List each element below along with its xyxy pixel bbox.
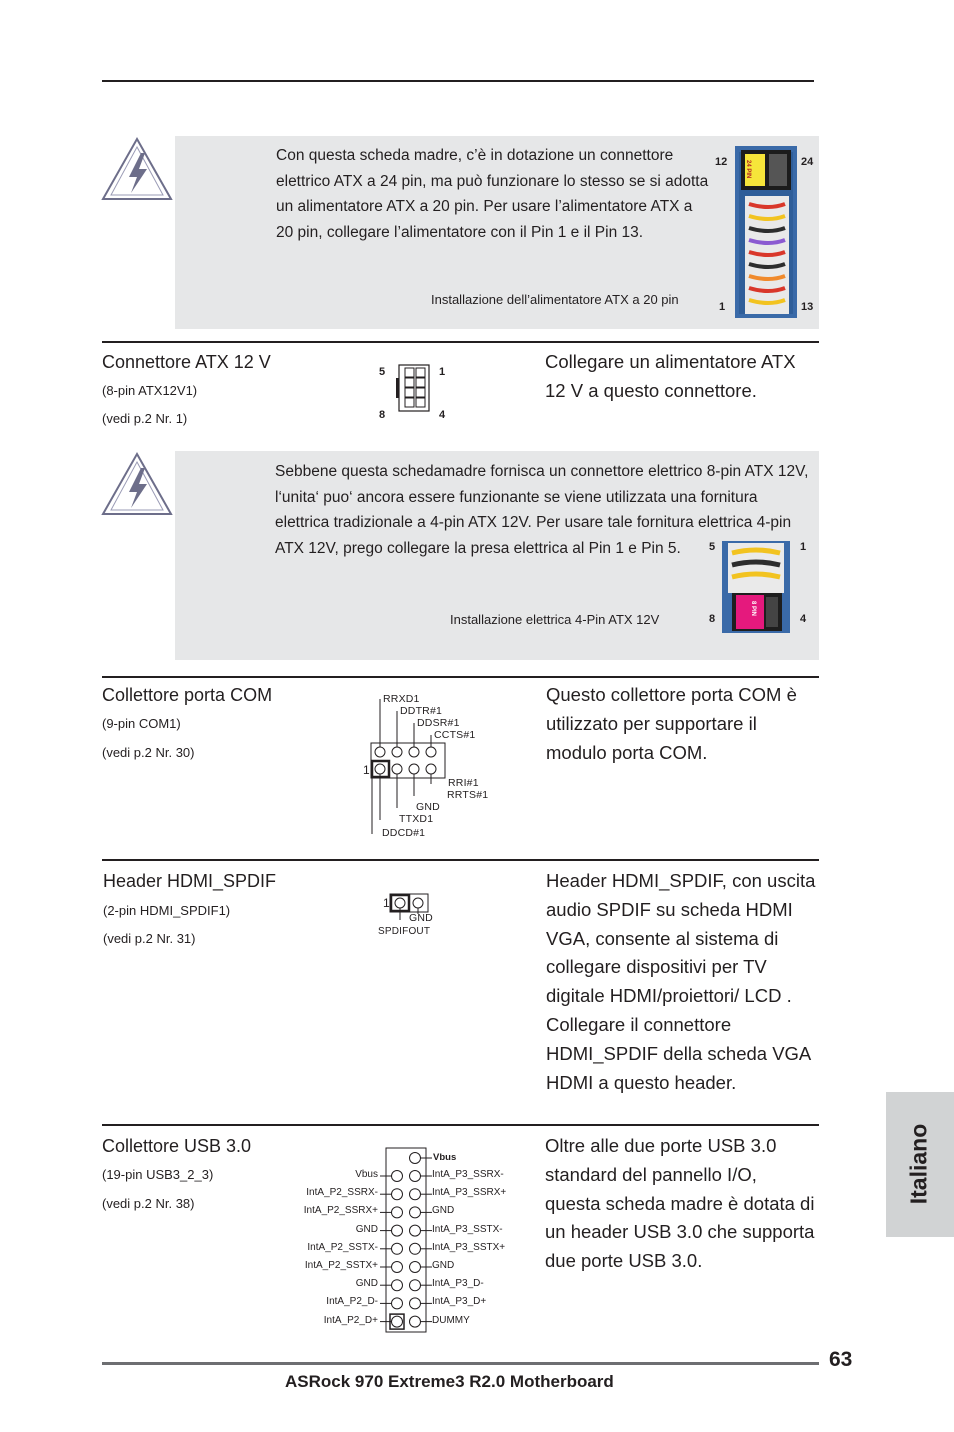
warning-icon-2 bbox=[101, 450, 173, 518]
language-side-tab-label: Italiano bbox=[905, 1123, 932, 1205]
usb3-label-right: IntA_P3_D+ bbox=[432, 1296, 487, 1308]
atx-pin-12: 12 bbox=[715, 156, 728, 168]
usb3-label-left: GND bbox=[355, 1278, 378, 1290]
usb3-pin-left bbox=[392, 1298, 403, 1309]
atx12v-note-caption: Installazione elettrica 4-Pin ATX 12V bbox=[450, 612, 660, 627]
usb3-label-top-vbus: Vbus bbox=[433, 1152, 457, 1163]
com-pin-1: 1 bbox=[363, 763, 370, 777]
atx12v-pin-5: 5 bbox=[379, 366, 386, 378]
usb3-label-right: IntA_P3_SSRX+ bbox=[432, 1187, 507, 1199]
usb3-label-right: DUMMY bbox=[432, 1314, 470, 1326]
hdmi-pin-1: 1 bbox=[383, 896, 390, 910]
usb3-pin-right bbox=[410, 1280, 421, 1291]
usb3-title: Collettore USB 3.0 bbox=[102, 1136, 252, 1156]
usb3-pin-left bbox=[392, 1262, 403, 1273]
atx12v-note-pin-5: 5 bbox=[709, 541, 716, 553]
usb3-pin-right bbox=[410, 1298, 421, 1309]
com-label-rri1: RRI#1 bbox=[448, 777, 479, 789]
com-label-rrts1: RRTS#1 bbox=[447, 789, 489, 801]
usb3-pin-right bbox=[410, 1207, 421, 1218]
usb3-label-left: IntA_P2_SSRX- bbox=[306, 1187, 378, 1199]
atx12v-desc: Collegare un alimentatore ATX 12 V a questo connettore. bbox=[545, 351, 796, 401]
atx12v-title: Connettore ATX 12 V bbox=[102, 352, 271, 372]
usb3-label-left: IntA_P2_SSRX+ bbox=[303, 1205, 378, 1217]
usb3-pin-right bbox=[410, 1243, 421, 1254]
com-label-ccts1: CCTS#1 bbox=[434, 729, 476, 741]
atx12v-note-pin-8: 8 bbox=[709, 613, 716, 625]
usb3-rule bbox=[102, 1124, 819, 1126]
usb3-pin-right bbox=[410, 1316, 421, 1327]
usb3-sub-ref: (vedi p.2 Nr. 38) bbox=[102, 1196, 195, 1211]
atx-24pin-photo bbox=[735, 146, 797, 318]
top-rule bbox=[102, 80, 814, 82]
com-rule bbox=[102, 676, 819, 678]
atx12v-sub-ref: (vedi p.2 Nr. 1) bbox=[102, 411, 188, 426]
hdmi-sub-ref: (vedi p.2 Nr. 31) bbox=[103, 931, 196, 946]
com-label-gnd: GND bbox=[416, 801, 440, 813]
usb3-pin-left bbox=[392, 1243, 403, 1254]
usb3-pin-left bbox=[392, 1171, 403, 1182]
atx12v-4pin-photo bbox=[722, 541, 790, 633]
usb3-sub-pins: (19-pin USB3_2_3) bbox=[102, 1167, 214, 1182]
atx12v-pin-4: 4 bbox=[439, 409, 446, 421]
com-sub-pins: (9-pin COM1) bbox=[102, 716, 181, 731]
usb3-label-right: IntA_P3_SSTX- bbox=[432, 1223, 503, 1235]
hdmi-label-gnd: GND bbox=[409, 912, 433, 924]
atx12v-rule bbox=[102, 341, 819, 343]
com-desc: Questo collettore porta COM è utilizzato per supportare il modulo porta COM. bbox=[546, 684, 797, 763]
com-label-rrxd1: RRXD1 bbox=[383, 693, 420, 705]
hdmi-desc: Header HDMI_SPDIF, con uscita audio SPDIF su scheda HDMI VGA, consente al sistema di collegare dispositivi per TV digitale HDMI/proiettori/ LCD . Collegare il connettore HDMI_SPDIF della scheda VGA HDMI a questo header. bbox=[546, 870, 816, 1093]
atx12v-note-pin-4: 4 bbox=[800, 613, 807, 625]
atx-pin-24: 24 bbox=[801, 156, 814, 168]
usb3-desc: Oltre alle due porte USB 3.0 standard del pannello I/O, questa scheda madre è dotata di un header USB 3.0 che supporta due porte USB 3.0. bbox=[545, 1135, 815, 1272]
atx-photo-label: 24 PIN bbox=[745, 160, 751, 179]
usb3-label-right: IntA_P3_SSTX+ bbox=[432, 1241, 506, 1253]
atx-pin-1: 1 bbox=[719, 301, 726, 313]
usb3-label-right: IntA_P3_D- bbox=[432, 1278, 484, 1290]
atx-pin-13: 13 bbox=[801, 301, 814, 313]
com-sub-ref: (vedi p.2 Nr. 30) bbox=[102, 745, 195, 760]
page-number: 63 bbox=[829, 1348, 853, 1371]
usb3-pin-left bbox=[392, 1280, 403, 1291]
usb3-pin-diagram bbox=[378, 1146, 434, 1334]
usb3-label-left: IntA_P2_SSTX- bbox=[307, 1241, 378, 1253]
usb3-label-left: IntA_P2_SSTX+ bbox=[304, 1260, 378, 1271]
usb3-pin-left bbox=[392, 1207, 403, 1218]
com-label-ttxd1: TTXD1 bbox=[399, 813, 434, 825]
hdmi-rule bbox=[102, 859, 819, 861]
footer-rule bbox=[102, 1362, 819, 1365]
usb3-pin-right bbox=[410, 1189, 421, 1200]
hdmi-label-spdifout: SPDIFOUT bbox=[378, 926, 431, 937]
atx12v-pin-8: 8 bbox=[379, 409, 386, 421]
atx12v-sub-pins: (8-pin ATX12V1) bbox=[102, 383, 198, 398]
atx12v-photo-label: 8 PIN bbox=[750, 601, 756, 617]
atx12v-pin-diagram bbox=[396, 364, 432, 412]
warning-icon bbox=[101, 135, 173, 203]
footer-product: ASRock 970 Extreme3 R2.0 Motherboard bbox=[285, 1372, 614, 1391]
usb3-label-right: IntA_P3_SSRX- bbox=[432, 1169, 504, 1180]
atx-note-caption: Installazione dell’alimentatore ATX a 20 pin bbox=[431, 292, 679, 307]
com-label-ddtr1: DDTR#1 bbox=[400, 705, 443, 717]
atx12v-note-pin-1: 1 bbox=[800, 541, 807, 553]
atx12v-note-text: Sebbene questa schedamadre fornisca un connettore elettrico 8-pin ATX 12V, l‘unita‘ puo‘ ancora essere funzionante se viene utilizzata una fornitura elettrica tradizionale a 4-pin ATX 12V. Per usare tale fornitura elettrica 4-pin ATX 12V, prego collegare la presa elettrica al Pin 1 e Pin 5. bbox=[275, 463, 809, 557]
atx12v-pin-1: 1 bbox=[439, 366, 446, 378]
usb3-pin-left bbox=[392, 1316, 403, 1327]
usb3-label-right: GND bbox=[432, 1260, 455, 1271]
atx-note-text: Con questa scheda madre, c’è in dotazione un connettore elettrico ATX a 24 pin, ma può funzionare lo stesso se si adotta un alimentatore ATX a 20 pin. Per usare l’alimentatore ATX a 20 pin, collegare l’alimentatore con il Pin 1 e il Pin 13. bbox=[276, 147, 709, 241]
usb3-label-right: GND bbox=[432, 1205, 455, 1217]
com-label-ddcd1: DDCD#1 bbox=[382, 827, 426, 839]
usb3-pin-right bbox=[410, 1262, 421, 1273]
usb3-pin-left bbox=[392, 1225, 403, 1236]
usb3-label-left: GND bbox=[355, 1223, 378, 1235]
com-label-ddsr1: DDSR#1 bbox=[417, 717, 460, 729]
usb3-label-left: IntA_P2_D- bbox=[326, 1296, 378, 1308]
usb3-label-left: Vbus bbox=[355, 1169, 378, 1180]
hdmi-title: Header HDMI_SPDIF bbox=[103, 871, 277, 891]
language-side-tab bbox=[886, 1092, 954, 1237]
hdmi-sub-pins: (2-pin HDMI_SPDIF1) bbox=[103, 903, 231, 918]
usb3-label-left: IntA_P2_D+ bbox=[323, 1314, 378, 1326]
usb3-pin-right bbox=[410, 1225, 421, 1236]
usb3-pin-right bbox=[410, 1171, 421, 1182]
usb3-pin-left bbox=[392, 1189, 403, 1200]
com-title: Collettore porta COM bbox=[102, 685, 273, 705]
